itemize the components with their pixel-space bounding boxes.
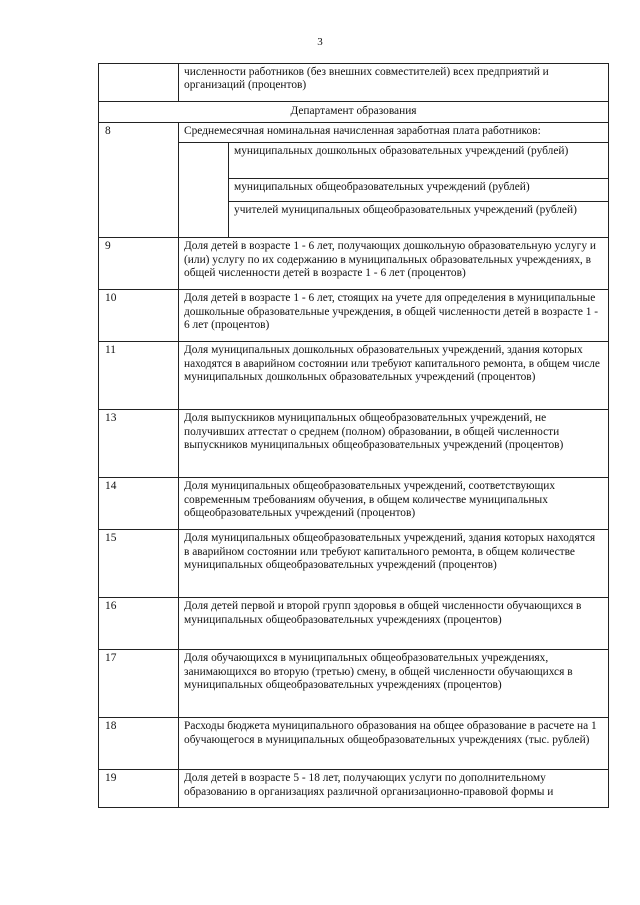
row-text: Среднемесячная номинальная начисленная заработная плата работников: — [179, 123, 609, 143]
row-number: 14 — [99, 478, 179, 530]
row-text: Доля выпускников муниципальных общеобразовательных учреждений, не получивших аттестат о среднем (полном) образовании, в общей численности выпускников муниципальных общеобразовательных учреждений (процентов) — [179, 410, 609, 478]
subrow-text: муниципальных общеобразовательных учреждений (рублей) — [229, 179, 609, 202]
row-text: Доля детей в возрасте 5 - 18 лет, получающих услуги по дополнительному образованию в организациях различной организационно-правовой формы и — [179, 770, 609, 808]
row-number: 13 — [99, 410, 179, 478]
table-row — [99, 478, 609, 530]
row-number: 8 — [99, 123, 179, 238]
row-number: 15 — [99, 530, 179, 598]
table-row — [99, 530, 609, 598]
row-number: 19 — [99, 770, 179, 808]
table-row — [99, 342, 609, 410]
row-text: Доля муниципальных общеобразовательных учреждений, здания которых находятся в аварийном состоянии или требуют капитального ремонта, в общем количестве муниципальных общеобразовательных учреждений (процентов) — [179, 530, 609, 598]
row-number: 10 — [99, 290, 179, 342]
row-number: 17 — [99, 650, 179, 718]
page-number: 3 — [317, 36, 323, 48]
table-row — [99, 598, 609, 650]
row-text: Доля детей первой и второй групп здоровья в общей численности обучающихся в муниципальных общеобразовательных учреждениях (процентов) — [179, 598, 609, 650]
row-text: Доля обучающихся в муниципальных общеобразовательных учреждениях, занимающихся во вторую (третью) смену, в общей численности обучающихся в муниципальных общеобразовательных учреждениях (процентов) — [179, 650, 609, 718]
subrow-spacer — [179, 143, 229, 238]
indicators-table — [98, 63, 609, 808]
table-row — [99, 238, 609, 290]
table-row — [99, 64, 609, 102]
row-number — [99, 64, 179, 102]
row-text: Доля муниципальных общеобразовательных учреждений, соответствующих современным требованиям обучения, в общем количестве муниципальных общеобразовательных учреждений (процентов) — [179, 478, 609, 530]
row-number: 16 — [99, 598, 179, 650]
row-text: Расходы бюджета муниципального образования на общее образование в расчете на 1 обучающегося в муниципальных общеобразовательных учреждениях (тыс. рублей) — [179, 718, 609, 770]
table-row — [99, 770, 609, 808]
subrow-text: учителей муниципальных общеобразовательных учреждений (рублей) — [229, 202, 609, 238]
row-text: Доля муниципальных дошкольных образовательных учреждений, здания которых находятся в аварийном состоянии или требуют капитального ремонта, в общем числе муниципальных дошкольных образовательных учреждений (процентов) — [179, 342, 609, 410]
table-row — [99, 650, 609, 718]
row-text: Доля детей в возрасте 1 - 6 лет, стоящих на учете для определения в муниципальные дошкольные образовательные учреждения, в общей численности детей в возрасте 1 - 6 лет (процентов) — [179, 290, 609, 342]
table-row — [99, 718, 609, 770]
table-row — [99, 410, 609, 478]
row-text: Доля детей в возрасте 1 - 6 лет, получающих дошкольную образовательную услугу и (или) услугу по их содержанию в муниципальных образовательных учреждениях, в общей численности детей в возрасте 1 - 6 лет (процентов) — [179, 238, 609, 290]
row-number: 11 — [99, 342, 179, 410]
row-number: 18 — [99, 718, 179, 770]
section-title: Департамент образования — [99, 102, 609, 123]
section-header-row — [99, 102, 609, 123]
table-row — [99, 290, 609, 342]
table-row — [99, 123, 609, 143]
subrow-text: муниципальных дошкольных образовательных учреждений (рублей) — [229, 143, 609, 179]
row-text: численности работников (без внешних совместителей) всех предприятий и организаций (процентов) — [179, 64, 609, 102]
row-number: 9 — [99, 238, 179, 290]
